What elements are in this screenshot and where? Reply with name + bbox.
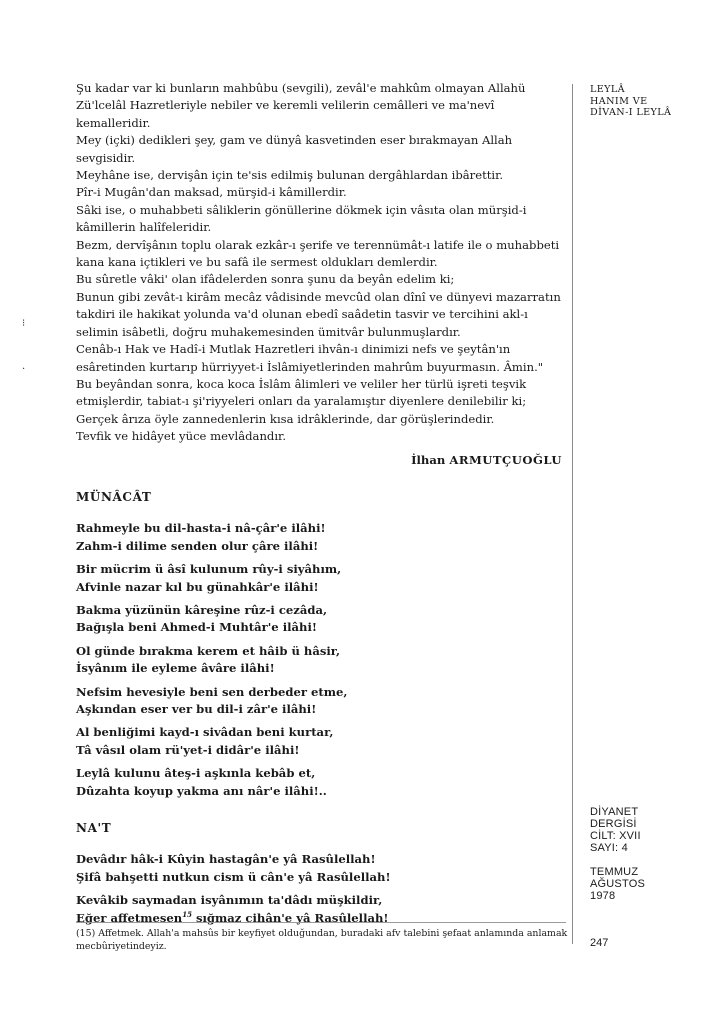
section-title-nat: NA'T — [76, 821, 112, 836]
verse-line: Aşkından eser ver bu dil-i zâr'e ilâhi! — [76, 702, 317, 716]
journal-issue — [590, 806, 645, 854]
verse-line — [76, 910, 562, 927]
verse-line: İsyânım ile eyleme âvâre ilâhi! — [76, 661, 275, 676]
verse-line: Şifâ bahşetti nutkun cism ü cân'e yâ Rasûlellah! — [76, 869, 391, 884]
verse-line: Al benliğimi kayd-ı sivâdan beni kurtar, — [76, 725, 334, 740]
body-paragraph-9: Cenâb-ı Hak ve Hadî-i Mutlak Hazretleri ihvân-ı dinimizi nefs ve şeytân'ın esâretinden kurtarıp hürriyyet-i İslâmiyetlerinden mahrûm buyurmasın. Âmin." — [76, 342, 544, 374]
date-line: AĞUSTOS — [590, 878, 645, 890]
footnote-divider — [76, 922, 566, 923]
verse-line: Afvinle nazar kıl bu günahkâr'e ilâhi! — [76, 579, 319, 594]
page-number: 247 — [590, 937, 609, 949]
couplet — [76, 851, 562, 886]
verse-line: Kevâkib saymadan isyânımın ta'dâdı müşkildir, — [76, 893, 383, 908]
body-paragraph-4: Pîr-i Mugân'dan maksad, mürşid-i kâmillerdir. — [76, 185, 347, 200]
main-text-column — [76, 80, 562, 933]
couplet — [76, 684, 562, 719]
author-first-name: İlhan — [411, 452, 446, 467]
footnote-reference[interactable]: 15 — [182, 909, 192, 919]
verse-line: Ol günde bırakma kerem et hâib ü hâsir, — [76, 643, 341, 658]
verse-line: Bakma yüzünün kâreşine rûz-i cezâda, — [76, 602, 328, 617]
verse-line-part: Eğer affetmesen — [76, 910, 183, 925]
running-header-line: HANIM VE — [590, 95, 648, 107]
margin-mark: ⁝ — [22, 318, 26, 329]
journal-line: DERGİSİ — [590, 818, 637, 830]
journal-date — [590, 866, 645, 902]
body-paragraph-8: Bunun gibi zevât-ı kirâm mecâz vâdisinde mevcûd olan dînî ve dünyevi mazarratın takdiri ile hakikat yolunda va'd olunan ebedî saâdetin tasvir ve tercihini akl-ı selimin isâbetli, doğru muhakemesinden ümitvâr bulunmuşlardır. — [76, 289, 561, 339]
verse-line: Nefsim hevesiyle beni sen derbeder etme, — [76, 684, 348, 699]
journal-info — [590, 806, 645, 914]
journal-line: SAYI: 4 — [590, 842, 628, 854]
couplet — [76, 602, 562, 637]
verse-line: Leylâ kulunu âteş-i aşkınla kebâb et, — [76, 766, 316, 781]
margin-mark: · — [22, 364, 26, 375]
body-paragraph-11: Gerçek ârıza öyle zannedenlerin kısa idrâklerinde, dar görüşlerindedir. — [76, 411, 495, 426]
journal-line: CİLT: XVII — [590, 830, 641, 842]
date-line: 1978 — [590, 890, 616, 902]
verse-line-part: sığmaz cihân'e yâ Rasûlellah! — [191, 910, 389, 925]
section-title-munacat: MÜNÂCÂT — [76, 489, 152, 504]
journal-line: DİYANET — [590, 806, 639, 818]
verse-line: Devâdır hâk-i Kûyin hastagân'e yâ Rasûlellah! — [76, 852, 376, 867]
running-header — [590, 84, 671, 119]
author-signature — [76, 452, 562, 469]
running-header-line: DİVAN-I LEYLÂ — [590, 107, 672, 118]
verse-line: Zahm-i dilime senden olur çâre ilâhi! — [76, 538, 319, 553]
body-paragraph-1: Şu kadar var ki bunların mahbûbu (sevgili), zevâl'e mahkûm olmayan Allahü Zü'lcelâl Hazretleriyle nebiler ve keremli velilerin cemâlleri ve ma'nevî kemalleridir. — [76, 81, 526, 130]
couplet — [76, 643, 562, 678]
footnote: (15) Affetmek. Allah'a mahsûs bir keyfiyet olduğundan, buradaki afv talebini şefaat anlamında anlamak mecbûriyetindeyiz. — [76, 928, 568, 952]
body-paragraph-12: Tevfik ve hidâyet yüce mevlâdandır. — [76, 429, 287, 444]
body-paragraph-10: Bu beyândan sonra, koca koca İslâm âlimleri ve veliler her türlü işreti teşvik etmişlerdir, tabiat-ı şi'riyyeleri onları da yaralamıştır diyenlere denilebilir ki; — [76, 376, 527, 409]
date-line: TEMMUZ — [590, 866, 639, 878]
body-paragraph-3: Meyhâne ise, dervişân için te'sis edilmiş bulunan dergâhlardan ibârettir. — [76, 168, 504, 183]
body-paragraph-6: Bezm, dervîşânın toplu olarak ezkâr-ı şerife ve terennümât-ı latife ile o muhabbeti kana kana içtikleri ve bu safâ ile sermest oldukları demlerdir. — [76, 237, 560, 270]
body-paragraph-5: Sâki ise, o muhabbeti sâliklerin gönüllerine dökmek için vâsıta olan mürşid-i kâmillerin halîfeleridir. — [76, 202, 527, 235]
verse-line: Dûzahta koyup yakma anı nâr'e ilâhi!.. — [76, 783, 327, 798]
couplet — [76, 561, 562, 596]
couplet — [76, 520, 562, 555]
verse-line: Rahmeyle bu dil-hasta-i nâ-çâr'e ilâhi! — [76, 521, 326, 536]
verse-line: Bağışla beni Ahmed-i Muhtâr'e ilâhi! — [76, 620, 317, 635]
verse-line: Bir mücrim ü âsî kulunum rûy-i siyâhım, — [76, 562, 342, 577]
body-paragraph-7: Bu sûretle vâki' olan ifâdelerden sonra şunu da beyân edelim ki; — [76, 272, 455, 287]
verse-line: Tâ vâsıl olam rü'yet-i didâr'e ilâhi! — [76, 742, 300, 757]
couplet — [76, 765, 562, 800]
poem-munacat — [76, 520, 562, 800]
poem-nat — [76, 851, 562, 927]
body-paragraph-2: Mey (içki) dedikleri şey, gam ve dünyâ kasvetinden eser bırakmayan Allah sevgisidir. — [76, 133, 513, 165]
author-last-name: ARMUTÇUOĞLU — [449, 452, 562, 467]
sidebar-divider — [572, 84, 573, 944]
running-header-line: LEYLÂ — [590, 84, 626, 95]
couplet — [76, 724, 562, 759]
